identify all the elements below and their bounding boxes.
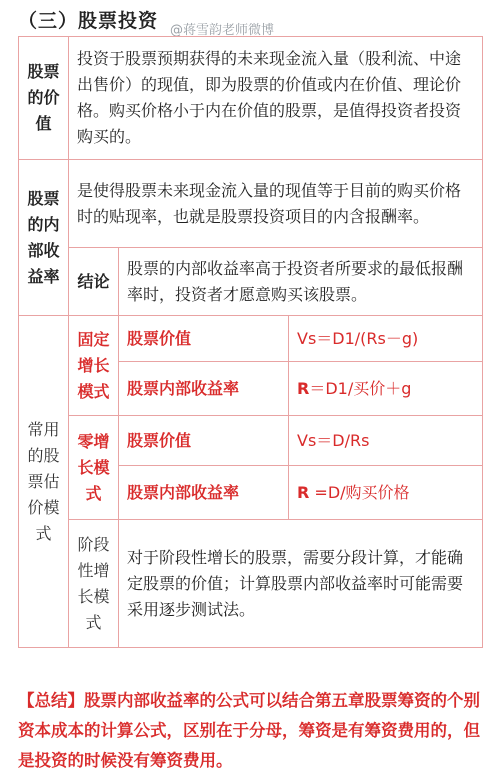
- zero-growth-label: 零增长模式: [69, 416, 119, 520]
- constant-growth-value-label: 股票价值: [119, 316, 289, 362]
- watermark: @蒋雪韵老师微博: [170, 23, 275, 38]
- zero-growth-irr-expr: =D/购买价格: [309, 482, 410, 502]
- zero-growth-irr-symbol: R: [297, 482, 310, 502]
- constant-growth-label: 固定增长模式: [69, 316, 119, 416]
- constant-growth-value-row: [19, 316, 483, 362]
- stock-investment-table: [18, 36, 483, 648]
- stage-growth-label: 阶段性增长模式: [69, 520, 119, 648]
- zero-growth-value-label: 股票价值: [119, 416, 289, 466]
- stage-growth-text: 对于阶段性增长的股票，需要分段计算，才能确定股票的价值；计算股票内部收益率时可能需要采用逐步测试法。: [119, 520, 483, 648]
- zero-growth-irr-label: 股票内部收益率: [119, 466, 289, 520]
- zero-growth-value-formula: Vs＝D/Rs: [289, 416, 483, 466]
- constant-growth-value-formula: Vs＝D1/(Rs－g): [289, 316, 483, 362]
- stock-value-label: 股票的价值: [19, 37, 69, 160]
- constant-growth-irr-label: 股票内部收益率: [119, 362, 289, 416]
- conclusion-text: 股票的内部收益率高于投资者所要求的最低报酬率时，投资者才愿意购买该股票。: [119, 248, 483, 316]
- irr-text: 是使得股票未来现金流入量的现值等于目前的购买价格时的贴现率，也就是股票投资项目的内含报酬率。: [69, 160, 483, 248]
- constant-growth-irr-expr: ＝D1/买价＋g: [309, 378, 412, 398]
- section-heading: （三）股票投资: [18, 10, 159, 32]
- models-label: 常用的股票估价模式: [19, 316, 69, 648]
- irr-conclusion-row: [19, 248, 483, 316]
- zero-growth-irr-formula: [289, 466, 483, 520]
- stage-growth-row: [19, 520, 483, 648]
- zero-growth-value-row: [19, 416, 483, 466]
- constant-growth-irr-symbol: R: [297, 378, 310, 398]
- constant-growth-irr-formula: [289, 362, 483, 416]
- conclusion-label: 结论: [69, 248, 119, 316]
- stock-value-text: 投资于股票预期获得的未来现金流入量（股利流、中途出售价）的现值，即为股票的价值或内在价值、理论价格。购买价格小于内在价值的股票，是值得投资者投资购买的。: [69, 37, 483, 160]
- irr-label: 股票的内部收益率: [19, 160, 69, 316]
- irr-row: [19, 160, 483, 248]
- stock-value-row: [19, 37, 483, 160]
- summary-note: 【总结】股票内部收益率的公式可以结合第五章股票筹资的个别资本成本的计算公式，区别在于分母，筹资是有筹资费用的，但是投资的时候没有筹资费用。: [18, 691, 480, 770]
